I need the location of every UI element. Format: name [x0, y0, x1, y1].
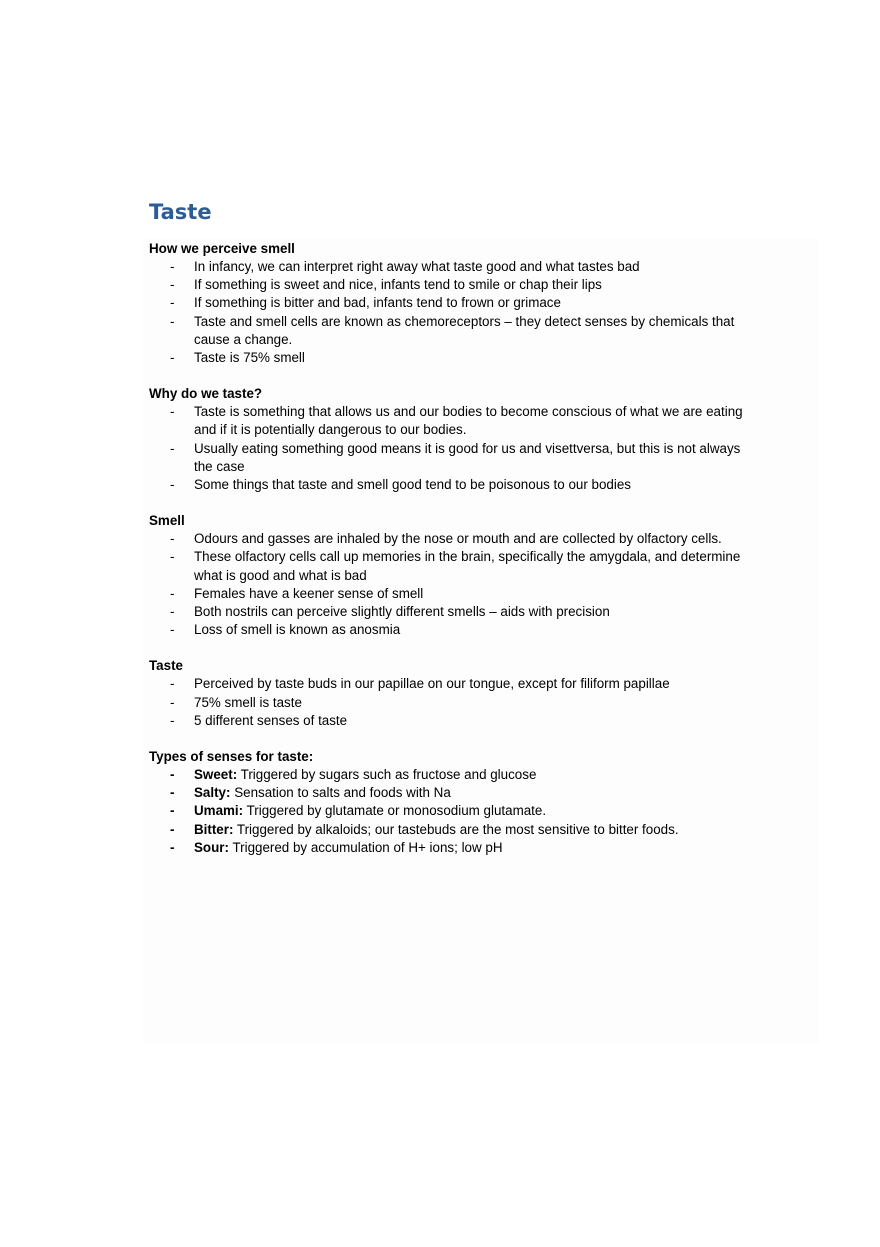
list-item — [149, 548, 749, 584]
bullet-dash: - — [170, 767, 175, 783]
section-types-of-senses — [149, 748, 749, 857]
list-item-text: Usually eating something good means it is good for us and visettversa, but this is not always the case — [194, 440, 741, 474]
list-item — [149, 440, 749, 476]
list-item — [149, 603, 749, 621]
bullet-dash: - — [170, 277, 175, 293]
list-item-text: Taste and smell cells are known as chemoreceptors – they detect senses by chemicals that cause a change. — [194, 313, 735, 347]
bullet-dash: - — [170, 477, 175, 493]
section-why-do-we-taste — [149, 385, 749, 494]
section-heading: Types of senses for taste: — [149, 749, 314, 765]
section-heading: Smell — [149, 513, 185, 529]
list-item — [149, 258, 749, 276]
list-item — [149, 276, 749, 294]
taste-type-term: Salty: — [194, 785, 231, 801]
bullet-dash: - — [170, 676, 175, 692]
bullet-dash: - — [170, 549, 175, 565]
list-item — [149, 294, 749, 312]
list-item-text: Perceived by taste buds in our papillae on our tongue, except for filiform papillae — [194, 676, 670, 692]
bullet-dash: - — [170, 350, 175, 366]
list-item-text: Loss of smell is known as anosmia — [194, 622, 401, 638]
bullet-dash: - — [170, 259, 175, 274]
list-item — [149, 349, 749, 367]
bullet-dash: - — [170, 803, 175, 819]
taste-type-description: Sensation to salts and foods with Na — [230, 785, 451, 801]
list-item — [149, 530, 749, 548]
list-item — [149, 313, 749, 349]
list-item — [149, 694, 749, 712]
list-item — [149, 712, 749, 730]
list-item — [149, 766, 749, 784]
list-item — [149, 839, 749, 857]
section-heading: Taste — [149, 658, 183, 674]
list-item — [149, 784, 749, 802]
list-item — [149, 675, 749, 693]
taste-type-description: Triggered by sugars such as fructose and glucose — [237, 767, 537, 783]
document-body — [149, 198, 749, 875]
bullet-list — [149, 403, 749, 494]
bullet-dash: - — [170, 313, 175, 329]
list-item-text: In infancy, we can interpret right away what taste good and what tastes bad — [194, 259, 640, 274]
bullet-dash: - — [170, 531, 175, 547]
section-how-we-perceive-smell — [149, 240, 749, 367]
list-item — [149, 585, 749, 603]
section-heading: Why do we taste? — [149, 386, 263, 402]
list-item-text: 75% smell is taste — [194, 694, 302, 710]
bullet-list — [149, 258, 749, 367]
taste-type-description: Triggered by accumulation of H+ ions; low pH — [228, 839, 503, 855]
bullet-dash: - — [170, 694, 175, 710]
bullet-dash: - — [170, 785, 175, 801]
list-item — [149, 403, 749, 439]
bullet-dash: - — [170, 585, 175, 601]
list-item-text: 5 different senses of taste — [194, 712, 348, 728]
bullet-dash: - — [170, 712, 175, 728]
bullet-dash: - — [170, 622, 175, 638]
list-item-text: Taste is 75% smell — [194, 350, 305, 366]
section-heading: How we perceive smell — [149, 241, 295, 256]
bullet-list — [149, 675, 749, 730]
section-smell — [149, 512, 749, 639]
list-item-text: Taste is something that allows us and our bodies to become conscious of what we are eating and if it is potentially dangerous to our bodies. — [194, 404, 743, 438]
list-item — [149, 621, 749, 639]
bullet-dash: - — [170, 604, 175, 620]
taste-type-term: Sweet: — [194, 767, 238, 783]
list-item — [149, 821, 749, 839]
list-item-text: If something is sweet and nice, infants tend to smile or chap their lips — [194, 277, 602, 293]
bullet-dash: - — [170, 839, 175, 855]
list-item — [149, 476, 749, 494]
bullet-dash: - — [170, 404, 175, 420]
bullet-dash: - — [170, 821, 175, 837]
section-taste — [149, 657, 749, 730]
bullet-list — [149, 766, 749, 857]
list-item-text: Females have a keener sense of smell — [194, 585, 424, 601]
bullet-dash: - — [170, 440, 175, 456]
list-item-text: Odours and gasses are inhaled by the nose or mouth and are collected by olfactory cells. — [194, 531, 722, 547]
taste-type-term: Umami: — [194, 803, 244, 819]
document-title: Taste — [149, 200, 212, 224]
taste-type-term: Bitter: — [194, 821, 234, 837]
list-item-text: Some things that taste and smell good tend to be poisonous to our bodies — [194, 477, 631, 493]
bullet-list — [149, 530, 749, 639]
list-item — [149, 802, 749, 820]
list-item-text: Both nostrils can perceive slightly different smells – aids with precision — [194, 604, 610, 620]
taste-type-description: Triggered by alkaloids; our tastebuds are the most sensitive to bitter foods. — [233, 821, 679, 837]
taste-type-term: Sour: — [194, 839, 229, 855]
bullet-dash: - — [170, 295, 175, 311]
list-item-text: If something is bitter and bad, infants tend to frown or grimace — [194, 295, 561, 311]
taste-type-description: Triggered by glutamate or monosodium glutamate. — [243, 803, 547, 819]
list-item-text: These olfactory cells call up memories in the brain, specifically the amygdala, and determine what is good and what is bad — [194, 549, 741, 583]
